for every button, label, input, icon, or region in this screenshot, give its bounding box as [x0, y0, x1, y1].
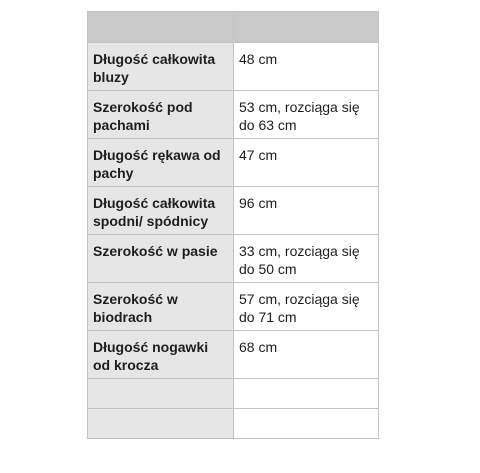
measurement-label: Długość całkowita spodni/ spódnicy	[88, 187, 234, 235]
table-header-row	[88, 12, 379, 43]
table-row	[88, 283, 379, 331]
header-cell-value	[234, 12, 379, 43]
measurement-value: 53 cm, rozciąga się do 63 cm	[234, 91, 379, 139]
measurement-value: 96 cm	[234, 187, 379, 235]
measurement-label: Długość całkowita bluzy	[88, 43, 234, 91]
table-row	[88, 331, 379, 379]
empty-value-cell	[234, 379, 379, 409]
measurement-label: Długość rękawa od pachy	[88, 139, 234, 187]
size-table	[87, 11, 379, 439]
table-row-empty	[88, 379, 379, 409]
table-row	[88, 235, 379, 283]
empty-label-cell	[88, 409, 234, 439]
measurement-value: 33 cm, rozciąga się do 50 cm	[234, 235, 379, 283]
measurement-value: 48 cm	[234, 43, 379, 91]
measurement-value: 47 cm	[234, 139, 379, 187]
measurement-value: 68 cm	[234, 331, 379, 379]
table-row-empty	[88, 409, 379, 439]
measurement-label: Szerokość w pasie	[88, 235, 234, 283]
table-row	[88, 43, 379, 91]
table-row	[88, 187, 379, 235]
empty-label-cell	[88, 379, 234, 409]
header-cell-label	[88, 12, 234, 43]
measurement-label: Długość nogawki od krocza	[88, 331, 234, 379]
table-row	[88, 91, 379, 139]
table-row	[88, 139, 379, 187]
empty-value-cell	[234, 409, 379, 439]
measurement-value: 57 cm, rozciąga się do 71 cm	[234, 283, 379, 331]
measurement-label: Szerokość pod pachami	[88, 91, 234, 139]
measurement-label: Szerokość w biodrach	[88, 283, 234, 331]
